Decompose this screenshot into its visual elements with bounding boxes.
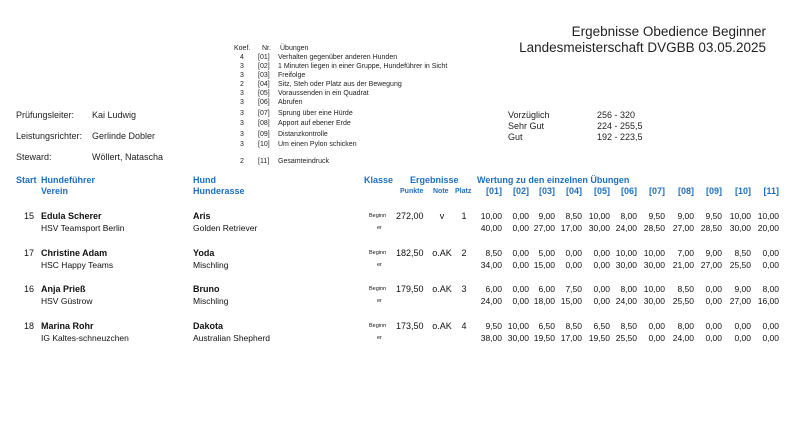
class-label: Beginn (369, 250, 387, 256)
exercise-number: [11] (258, 158, 270, 165)
exercise-weighted-score: 28,50 (700, 223, 722, 233)
exercise-koef: 3 (240, 99, 244, 106)
exercise-koef: 3 (240, 63, 244, 70)
club-name: HSV Güstrow (41, 296, 93, 306)
exercise-koef: 3 (240, 90, 244, 97)
official-label: Leistungsrichter: (16, 131, 83, 141)
exercise-column-header: [07] (648, 186, 665, 196)
exercise-score: 9,00 (734, 284, 751, 294)
exercise-weighted-score: 30,00 (588, 223, 610, 233)
exercise-number: [09] (258, 131, 270, 138)
club-name: HSV Teamsport Berlin (41, 223, 125, 233)
exercise-score: 10,00 (588, 211, 610, 221)
exercise-score: 8,50 (620, 321, 637, 331)
start-number: 18 (23, 321, 34, 331)
exercise-label: Gesamteindruck (278, 158, 329, 165)
exercise-weighted-score: 16,00 (757, 296, 779, 306)
exercise-column-header: [08] (677, 186, 694, 196)
exercise-weighted-score: 17,00 (560, 333, 582, 343)
exercise-score: 0,00 (705, 321, 722, 331)
exercise-weighted-score: 28,50 (643, 223, 665, 233)
total-points: 272,00 (396, 211, 424, 221)
start-number: 16 (23, 284, 34, 294)
exercise-score: 0,00 (593, 284, 610, 294)
placement: 1 (461, 211, 467, 221)
exercise-number: [01] (258, 54, 270, 61)
exercise-weighted-score: 24,00 (615, 296, 637, 306)
exercise-column-header: [11] (763, 186, 779, 196)
grade-label: Gut (508, 132, 523, 142)
col-note: Note (433, 188, 449, 195)
exercise-weighted-score: 19,50 (533, 333, 555, 343)
dog-name: Yoda (193, 248, 215, 258)
exercise-column-header: [06] (620, 186, 637, 196)
grade-note: o.AK (432, 284, 452, 294)
dog-breed: Golden Retriever (193, 223, 258, 233)
exercise-score: 6,50 (538, 321, 555, 331)
col-class: Klasse (364, 175, 394, 185)
handler-name: Marina Rohr (41, 321, 94, 331)
col-club: Verein (41, 186, 69, 196)
exercise-weighted-score: 27,00 (729, 296, 751, 306)
club-name: IG Kaltes-schneuzchen (41, 333, 129, 343)
exercise-weighted-score: 27,00 (700, 260, 722, 270)
class-label: Beginn (369, 213, 387, 219)
exercise-label: Distanzkontrolle (278, 131, 328, 138)
grade-range: 224 - 255,5 (597, 121, 643, 131)
official-value: Kai Ludwig (92, 110, 137, 120)
exercise-number: [05] (258, 90, 270, 97)
exercise-score: 9,50 (485, 321, 502, 331)
class-label-cont: er (377, 262, 382, 268)
grade-range: 256 - 320 (597, 110, 636, 120)
exercise-header-nr: Nr. (262, 45, 271, 52)
exercise-label: Freifolge (278, 72, 306, 79)
exercise-score: 0,00 (512, 284, 529, 294)
handler-name: Christine Adam (41, 248, 108, 258)
exercise-weighted-score: 40,00 (480, 223, 502, 233)
col-points: Punkte (400, 188, 424, 195)
col-handler: Hundeführer (41, 175, 95, 185)
exercise-weighted-score: 18,00 (533, 296, 555, 306)
total-points: 182,50 (396, 248, 424, 258)
exercise-koef: 4 (240, 54, 244, 61)
exercise-weighted-score: 0,00 (705, 333, 722, 343)
exercise-weighted-score: 15,00 (533, 260, 555, 270)
exercise-column-header: [01] (485, 186, 502, 196)
exercise-score: 8,00 (620, 284, 637, 294)
exercise-label: Voraussenden in ein Quadrat (278, 90, 369, 97)
exercise-number: [06] (258, 99, 270, 106)
exercise-score: 9,00 (705, 248, 722, 258)
exercise-koef: 3 (240, 141, 244, 148)
exercise-weighted-score: 20,00 (757, 223, 779, 233)
exercise-column-header: [03] (538, 186, 555, 196)
exercise-score: 0,00 (593, 248, 610, 258)
exercise-column-header: [09] (705, 186, 722, 196)
dog-name: Aris (193, 211, 211, 221)
document-title: Ergebnisse Obedience Beginner (571, 24, 766, 39)
exercise-score: 0,00 (762, 248, 779, 258)
dog-name: Dakota (193, 321, 224, 331)
start-number: 15 (23, 211, 34, 221)
exercise-label: Sitz, Steh oder Platz aus der Bewegung (278, 81, 402, 88)
dog-breed: Mischling (193, 296, 229, 306)
exercise-label: 1 Minuten liegen in einer Gruppe, Hundeführer in Sicht (278, 63, 448, 70)
exercise-weighted-score: 0,00 (512, 296, 529, 306)
placement: 4 (461, 321, 467, 331)
exercise-score: 10,00 (643, 248, 665, 258)
exercise-column-header: [04] (565, 186, 582, 196)
exercise-number: [04] (258, 81, 270, 88)
class-label: Beginn (369, 323, 387, 329)
exercise-column-header: [02] (512, 186, 529, 196)
exercise-score: 6,50 (593, 321, 610, 331)
exercise-weighted-score: 0,00 (705, 296, 722, 306)
exercise-weighted-score: 17,00 (560, 223, 582, 233)
exercise-score: 9,00 (677, 211, 694, 221)
placement: 2 (461, 248, 467, 258)
exercise-weighted-score: 30,00 (643, 296, 665, 306)
exercise-score: 9,50 (705, 211, 722, 221)
exercise-koef: 3 (240, 120, 244, 127)
exercise-score: 0,00 (648, 321, 665, 331)
exercise-score: 10,00 (757, 211, 779, 221)
handler-name: Anja Prieß (41, 284, 86, 294)
club-name: HSC Happy Teams (41, 260, 114, 270)
exercise-weighted-score: 0,00 (762, 333, 779, 343)
exercise-score: 0,00 (565, 248, 582, 258)
exercise-koef: 3 (240, 131, 244, 138)
exercise-koef: 2 (240, 81, 244, 88)
grade-range: 192 - 223,5 (597, 132, 643, 142)
exercise-label: Apport auf ebener Erde (278, 120, 351, 127)
exercise-score: 7,00 (677, 248, 694, 258)
grade-label: Sehr Gut (508, 121, 545, 131)
exercise-weighted-score: 21,00 (672, 260, 694, 270)
exercise-weighted-score: 0,00 (565, 260, 582, 270)
dog-breed: Mischling (193, 260, 229, 270)
exercise-weighted-score: 24,00 (672, 333, 694, 343)
col-breed: Hunderasse (193, 186, 245, 196)
exercise-column-header: [05] (593, 186, 610, 196)
exercise-number: [07] (258, 110, 270, 117)
exercise-weighted-score: 27,00 (672, 223, 694, 233)
exercise-score: 0,00 (762, 321, 779, 331)
exercise-column-header: [10] (734, 186, 751, 196)
official-value: Wöllert, Natascha (92, 152, 164, 162)
exercise-score: 10,00 (480, 211, 502, 221)
exercise-weighted-score: 0,00 (762, 260, 779, 270)
exercise-weighted-score: 0,00 (648, 333, 665, 343)
exercise-score: 10,00 (507, 321, 529, 331)
handler-name: Edula Scherer (41, 211, 102, 221)
col-results: Ergebnisse (410, 175, 459, 185)
exercise-weighted-score: 30,00 (615, 260, 637, 270)
exercise-weighted-score: 24,00 (615, 223, 637, 233)
exercise-score: 10,00 (643, 284, 665, 294)
exercise-score: 0,00 (705, 284, 722, 294)
exercise-weighted-score: 15,00 (560, 296, 582, 306)
exercise-koef: 2 (240, 158, 244, 165)
document-subtitle: Landesmeisterschaft DVGBB 03.05.2025 (519, 40, 766, 55)
class-label: Beginn (369, 286, 387, 292)
exercise-weighted-score: 0,00 (512, 260, 529, 270)
exercise-weighted-score: 0,00 (593, 260, 610, 270)
exercise-score: 8,00 (762, 284, 779, 294)
start-number: 17 (23, 248, 34, 258)
exercise-number: [02] (258, 63, 270, 70)
grade-note: v (439, 211, 445, 221)
col-start: Start (16, 175, 37, 185)
exercise-score: 0,00 (734, 321, 751, 331)
exercise-weighted-score: 30,00 (507, 333, 529, 343)
exercise-score: 0,00 (512, 211, 529, 221)
official-label: Steward: (16, 152, 52, 162)
exercise-number: [03] (258, 72, 270, 79)
exercise-score: 0,00 (512, 248, 529, 258)
official-value: Gerlinde Dobler (92, 131, 156, 141)
total-points: 173,50 (396, 321, 424, 331)
dog-breed: Australian Shepherd (193, 333, 271, 343)
dog-name: Bruno (193, 284, 220, 294)
exercise-score: 9,00 (538, 211, 555, 221)
exercise-score: 7,50 (565, 284, 582, 294)
col-exercise-scores: Wertung zu den einzelnen Übungen (477, 175, 630, 185)
exercise-score: 8,50 (734, 248, 751, 258)
exercise-score: 8,50 (677, 284, 694, 294)
total-points: 179,50 (396, 284, 424, 294)
exercise-score: 10,00 (615, 248, 637, 258)
exercise-score: 6,00 (538, 284, 555, 294)
exercise-header-koef: Koef. (234, 45, 251, 52)
exercise-label: Sprung über eine Hürde (278, 110, 353, 117)
grade-label: Vorzüglich (508, 110, 550, 120)
class-label-cont: er (377, 225, 382, 231)
exercise-score: 6,00 (485, 284, 502, 294)
exercise-koef: 3 (240, 110, 244, 117)
exercise-weighted-score: 34,00 (480, 260, 502, 270)
exercise-score: 8,00 (620, 211, 637, 221)
col-dog: Hund (193, 175, 216, 185)
exercise-weighted-score: 25,50 (729, 260, 751, 270)
exercise-weighted-score: 0,00 (734, 333, 751, 343)
exercise-weighted-score: 30,00 (643, 260, 665, 270)
exercise-weighted-score: 25,50 (615, 333, 637, 343)
exercise-weighted-score: 19,50 (588, 333, 610, 343)
exercise-score: 8,50 (485, 248, 502, 258)
exercise-weighted-score: 38,00 (480, 333, 502, 343)
exercise-score: 5,00 (538, 248, 555, 258)
exercise-koef: 3 (240, 72, 244, 79)
grade-note: o.AK (432, 248, 452, 258)
class-label-cont: er (377, 335, 382, 341)
exercise-weighted-score: 27,00 (533, 223, 555, 233)
exercise-score: 8,50 (565, 211, 582, 221)
exercise-score: 10,00 (729, 211, 751, 221)
exercise-label: Um einen Pylon schicken (278, 141, 357, 148)
official-label: Prüfungsleiter: (16, 110, 75, 120)
grade-note: o.AK (432, 321, 452, 331)
exercise-label: Abrufen (278, 99, 303, 106)
exercise-header-label: Übungen (280, 45, 309, 52)
exercise-label: Verhalten gegenüber anderen Hunden (278, 54, 398, 61)
exercise-weighted-score: 24,00 (480, 296, 502, 306)
exercise-weighted-score: 25,50 (672, 296, 694, 306)
exercise-number: [10] (258, 141, 270, 148)
class-label-cont: er (377, 298, 382, 304)
exercise-score: 8,50 (565, 321, 582, 331)
exercise-score: 9,50 (648, 211, 665, 221)
exercise-number: [08] (258, 120, 270, 127)
exercise-score: 8,00 (677, 321, 694, 331)
exercise-weighted-score: 0,00 (512, 223, 529, 233)
placement: 3 (461, 284, 467, 294)
exercise-weighted-score: 30,00 (729, 223, 751, 233)
col-place: Platz (455, 188, 472, 195)
exercise-weighted-score: 0,00 (593, 296, 610, 306)
